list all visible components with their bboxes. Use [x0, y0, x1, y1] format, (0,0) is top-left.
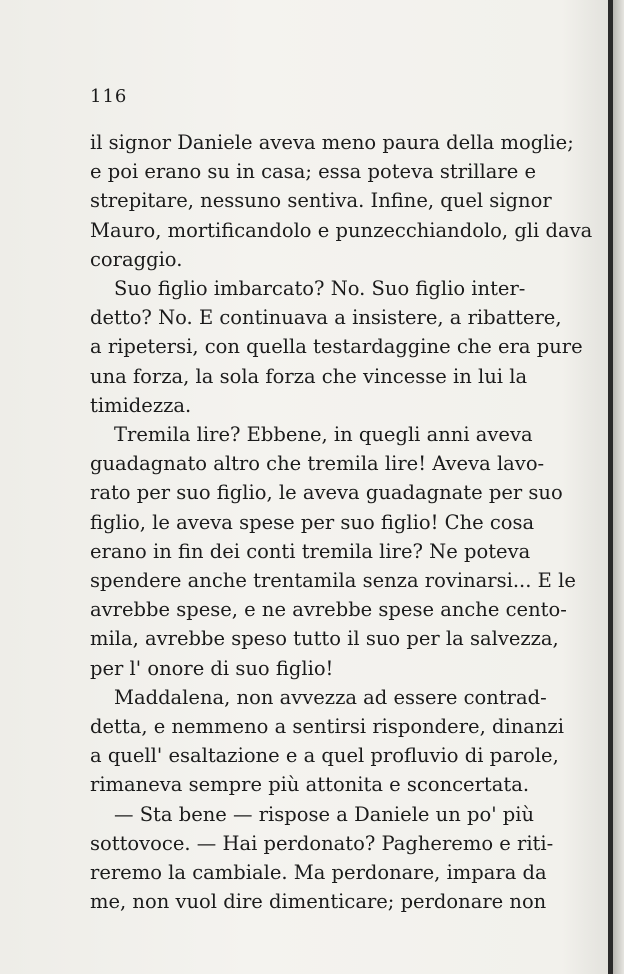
text-line: mila, avrebbe speso tutto il suo per la salvezza, [90, 627, 559, 651]
text-line: Maddalena, non avvezza ad essere contrad- [114, 685, 547, 709]
text-line: figlio, le aveva spese per suo figlio! Che cosa [90, 510, 535, 534]
text-line: per l' onore di suo figlio! [90, 656, 334, 680]
text-line: strepitare, nessuno sentiva. Infine, quel signor [90, 189, 552, 213]
text-line: reremo la cambiale. Ma perdonare, impara da [90, 861, 547, 885]
text-line: a ripetersi, con quella testardaggine che era pure [90, 335, 583, 359]
text-line: me, non vuol dire dimenticare; perdonare non [90, 890, 547, 914]
text-line: detta, e nemmeno a sentirsi rispondere, dinanzi [90, 715, 564, 739]
text-line: Tremila lire? Ebbene, in quegli anni aveva [114, 423, 533, 447]
text-line: e poi erano su in casa; essa poteva strillare e [90, 160, 537, 184]
text-line: detto? No. E continuava a insistere, a ribattere, [90, 306, 562, 330]
text-line: rimaneva sempre più attonita e sconcertata. [90, 773, 530, 797]
text-line: Suo figlio imbarcato? No. Suo figlio inter- [114, 277, 526, 301]
text-line: il signor Daniele aveva meno paura della moglie; [90, 131, 574, 154]
body-text [90, 128, 593, 916]
text-line: guadagnato altro che tremila lire! Aveva lavo- [90, 452, 545, 476]
text-line: una forza, la sola forza che vincesse in lui la [90, 364, 528, 388]
text-line: Mauro, mortificandolo e punzecchiandolo, gli dava [90, 218, 593, 242]
text-line: a quell' esaltazione e a quel profluvio di parole, [90, 744, 559, 768]
text-line: spendere anche trentamila senza rovinarsi... E le [90, 569, 576, 593]
text-line: — Sta bene — rispose a Daniele un po' più [114, 802, 535, 826]
text-line: timidezza. [90, 393, 192, 417]
text-line: erano in fin dei conti tremila lire? Ne poteva [90, 539, 531, 563]
book-binding [608, 0, 613, 974]
page-number: 116 [90, 86, 128, 107]
text-line: coraggio. [90, 247, 183, 271]
text-line: rato per suo figlio, le aveva guadagnate per suo [90, 481, 563, 505]
page-edge [613, 0, 624, 974]
text-line: sottovoce. — Hai perdonato? Pagheremo e riti- [90, 831, 554, 855]
text-line: avrebbe spese, e ne avrebbe spese anche cento- [90, 598, 567, 622]
